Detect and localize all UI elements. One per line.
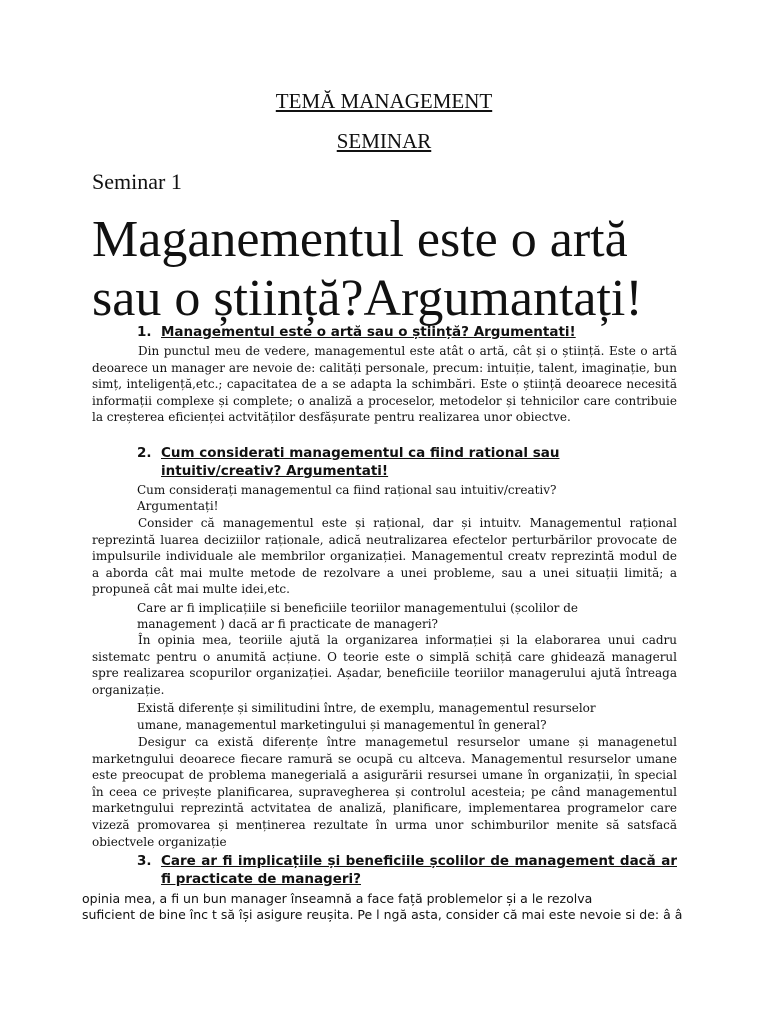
trailing-text-line-2: suficient de bine înc t să își asigure reușita. Pe l ngă asta, consider că mai este nevoie si de: â â xyxy=(82,907,683,922)
theories-question-line-1: Care ar fi implicațiile si beneficiile teoriilor managementului (școlilor de xyxy=(137,601,578,615)
differences-question-line-1: Există diferențe și similitudini între, de exemplu, managementul resurselor xyxy=(137,701,596,715)
question-2-text: Cum considerati managementul ca fiind rational sau intuitiv/creativ? Argumentati! xyxy=(161,445,560,479)
question-2-number: 2. xyxy=(137,445,152,461)
differences-question-line-2: umane, managementul marketingului și managementul în general? xyxy=(137,718,547,732)
question-1-number: 1. xyxy=(137,324,152,340)
main-heading-line-1: Maganementul este o artă xyxy=(92,211,628,268)
question-2-heading xyxy=(137,444,677,480)
question-3-heading xyxy=(137,852,677,888)
seminar-label: Seminar 1 xyxy=(92,169,182,194)
question-1-text: Managementul este o artă sau o știință? Argumentati! xyxy=(161,324,576,340)
differences-answer: Desigur ca există diferențe între managemetul resurselor umane și managenetul marketngului deoarece fiecare ramură se ocupă cu altceva. Managementul resurselor umane este preocupat de problema manegerială a asigurării resursei umane în organizații, în special în ceea ce privește planificarea, supravegherea și controlul acesteia; pe când managementul marketngului reprezintă actvitatea de analiză, planificare, implementarea programelor care vizeză promovarea și menținerea rezultate în urma unor schimburilor menite să satsfacă obiectvele organizație xyxy=(92,735,677,849)
theories-answer: În opinia mea, teoriile ajută la organizarea informației și la elaborarea unui cadru sistematc pentru o anumită acțiune. O teorie este o simplă schiță care ghidează managerul spre realizarea scopurilor organizației. Așadar, beneficiile teoriilor managerului ajută întreaga organizație. xyxy=(92,633,677,697)
question-2-repeat-line-2: Argumentați! xyxy=(137,499,219,513)
document-title: TEMĂ MANAGEMENT xyxy=(275,89,493,113)
document-subtitle: SEMINAR xyxy=(336,129,432,153)
main-heading-line-2: sau o știință?Argumantați! xyxy=(92,270,643,327)
question-3-number: 3. xyxy=(137,853,152,869)
question-3-text: Care ar fi implicațiile și beneficiile școlilor de management dacă ar fi practicate de manageri? xyxy=(161,853,677,887)
question-1-answer: Din punctul meu de vedere, managementul este atât o artă, cât și o știință. Este o artă deoarece un manager are nevoie de: calități personale, precum: intuiție, talent, imaginație, bun simț, inteligență,etc.; capacitatea de a se adapta la schimbări. Este o știință deoarece necesită informații complexe și complete; o analiză a proceselor, metodelor și tehnicilor care contribuie la creșterea eficienței actvităților desfășurate pentru realizarea unor obiectve. xyxy=(92,344,677,425)
question-1-heading xyxy=(137,323,677,341)
question-2-repeat-line-1: Cum considerați managementul ca fiind rațional sau intuitiv/creativ? xyxy=(137,483,557,497)
theories-question-line-2: management ) dacă ar fi practicate de manageri? xyxy=(137,617,438,631)
trailing-text-line-1: opinia mea, a fi un bun manager înseamnă a face față problemelor și a le rezolva xyxy=(82,891,593,906)
question-2-answer: Consider că managementul este și rațional, dar și intuitv. Managementul rațional reprezintă luarea deciziilor raționale, adică neutralizarea efectelor perturbărilor provocate de impulsurile individuale ale membrilor organizației. Managementul creatv reprezintă modul de a aborda cât mai multe metode de rezolvare a unei probleme, sau a unei situații limită; a propuneă cât mai multe idei,etc. xyxy=(92,516,677,597)
